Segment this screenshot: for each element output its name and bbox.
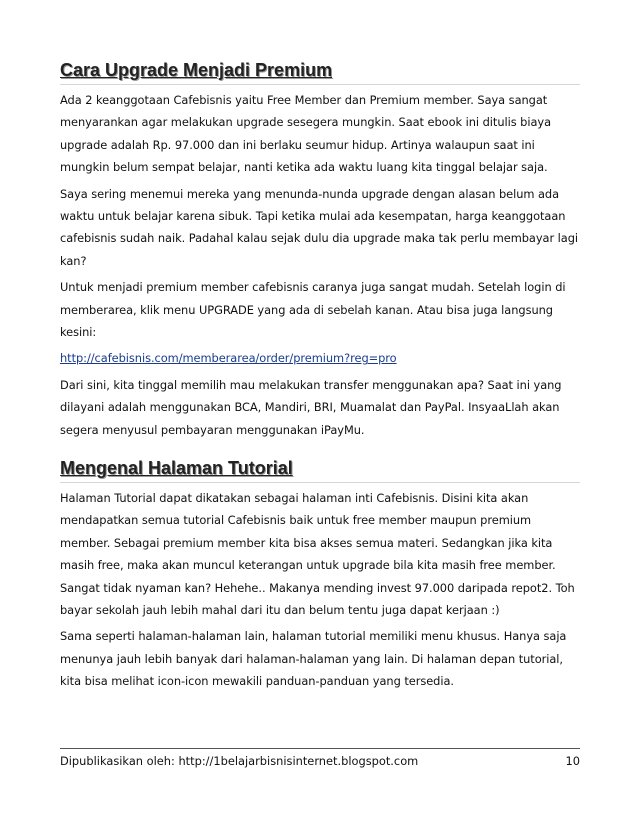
footer-publisher: Dipublikasikan oleh: http://1belajarbisnisinternet.blogspot.com [60,754,419,768]
section-heading: Mengenal Halaman Tutorial [60,456,580,483]
premium-order-link[interactable]: http://cafebisnis.com/memberarea/order/premium?reg=pro [60,351,397,366]
page-footer [60,748,580,769]
section-heading: Cara Upgrade Menjadi Premium [60,58,580,85]
page-number: 10 [565,754,580,768]
paragraph: Dari sini, kita tinggal memilih mau melakukan transfer menggunakan apa? Saat ini yang dilayani adalah menggunakan BCA, Mandiri, BRI, Muamalat dan PayPal. InsyaaLlah akan segera menyusul pembayaran menggunakan iPayMu. [60,377,562,437]
paragraph: Ada 2 keanggotaan Cafebisnis yaitu Free Member dan Premium member. Saya sangat menyarankan agar melakukan upgrade sesegera mungkin. Saat ebook ini ditulis biaya upgrade adalah Rp. 97.000 dan ini berlaku seumur hidup. Artinya walaupun saat ini mungkin belum sempat belajar, nanti ketika ada waktu luang kita tinggal belajar saja. [60,93,552,175]
link-paragraph [60,347,580,369]
section-upgrade-premium [60,58,580,441]
paragraph: Saya sering menemui mereka yang menunda-nunda upgrade dengan alasan belum ada waktu untuk belajar karena sibuk. Tapi ketika mulai ada kesempatan, harga keanggotaan cafebisnis sudah naik. Padahal kalau sejak dulu dia upgrade maka tak perlu membayar lagi kan? [60,186,579,268]
section-halaman-tutorial [60,456,580,693]
paragraph: Untuk menjadi premium member cafebisnis caranya juga sangat mudah. Setelah login di memberarea, klik menu UPGRADE yang ada di sebelah kanan. Atau bisa juga langsung kesini: [60,280,566,340]
paragraph: Sama seperti halaman-halaman lain, halaman tutorial memiliki menu khusus. Hanya saja menunya jauh lebih banyak dari halaman-halaman yang lain. Di halaman depan tutorial, kita bisa melihat icon-icon mewakili panduan-panduan yang tersedia. [60,629,567,689]
paragraph: Halaman Tutorial dapat dikatakan sebagai halaman inti Cafebisnis. Disini kita akan mendapatkan semua tutorial Cafebisnis baik untuk free member maupun premium member. Sebagai premium member kita bisa akses semua materi. Sedangkan jika kita masih free, maka akan muncul keterangan untuk upgrade bila kita masih free member. Sangat tidak nyaman kan? Hehehe.. Makanya mending invest 97.000 daripada repot2. Toh bayar sekolah jauh lebih mahal dari itu dan belum tentu juga dapat kerjaan :) [60,491,575,618]
